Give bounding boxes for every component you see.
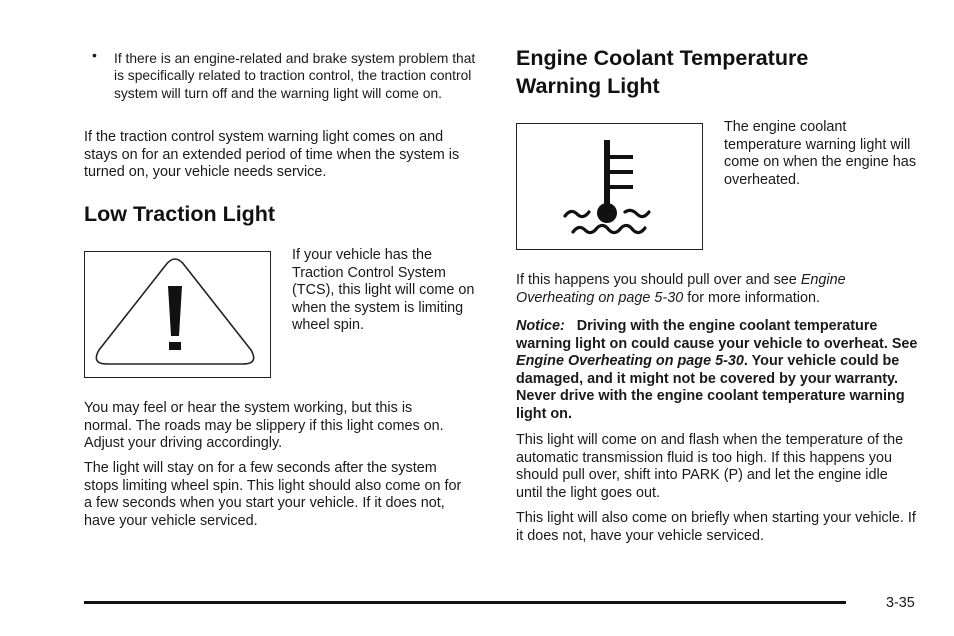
engine-coolant-temperature-icon — [517, 124, 701, 248]
bullet-dot: • — [92, 47, 97, 63]
paragraph-stay-on: The light will stay on for a few seconds after the system stops limiting wheel spin. This light should also come on for a few seconds when you start your vehicle. If it does not, have your vehicle serviced. — [84, 460, 462, 529]
warning-triangle-exclamation-icon — [85, 252, 269, 376]
notice-text-1: Driving with the engine coolant temperature warning light on could cause your vehicle to overheat. See — [516, 318, 918, 352]
paragraph-service: If the traction control system warning light comes on and stays on for an extended period of time when the system is turned on, your vehicle needs service. — [84, 129, 460, 181]
low-traction-icon-frame — [84, 251, 271, 378]
notice-block — [516, 318, 924, 424]
coolant-icon-frame — [516, 123, 703, 250]
paragraph-flash: This light will come on and flash when the temperature of the automatic transmission fluid is too high. If this happens you should pull over, shift into PARK (P) and let the engine idle until the light goes out. — [516, 432, 904, 501]
paragraph-briefly: This light will also come on briefly when starting your vehicle. If it does not, have your vehicle serviced. — [516, 510, 916, 544]
coolant-heading-line1: Engine Coolant Temperature — [516, 46, 809, 70]
paragraph-may-feel: You may feel or hear the system working, but this is normal. The roads may be slippery if this light comes on. Adjust your driving accordingly. — [84, 400, 444, 452]
pull-over-text-post: for more information. — [683, 289, 820, 306]
pull-over-text-pre: If this happens you should pull over and see — [516, 272, 801, 288]
low-traction-caption: If your vehicle has the Traction Control System (TCS), this light will come on when the system is limiting wheel spin. — [292, 247, 475, 334]
paragraph-pull-over — [516, 272, 916, 307]
coolant-heading — [516, 44, 896, 100]
footer-rule — [84, 601, 846, 604]
notice-label: Notice: — [516, 318, 565, 334]
notice-text-2: . Your vehicle could be damaged, and it might not be covered by your warranty. Never drive with the engine coolant temperature warning light on. — [516, 353, 905, 422]
page-number: 3-35 — [886, 595, 915, 611]
coolant-caption: The engine coolant temperature warning light will come on when the engine has overheated. — [724, 119, 917, 188]
bullet-text-engine-brake: If there is an engine-related and brake system problem that is specifically related to traction control, the traction control system will turn off and the warning light will come on. — [114, 51, 476, 101]
low-traction-heading: Low Traction Light — [84, 202, 276, 226]
notice-reference-link[interactable]: Engine Overheating on page 5-30 — [516, 353, 744, 370]
coolant-heading-line2: Warning Light — [516, 74, 660, 98]
pull-over-reference-link[interactable]: Engine Overheating on page 5-30 — [516, 272, 846, 306]
